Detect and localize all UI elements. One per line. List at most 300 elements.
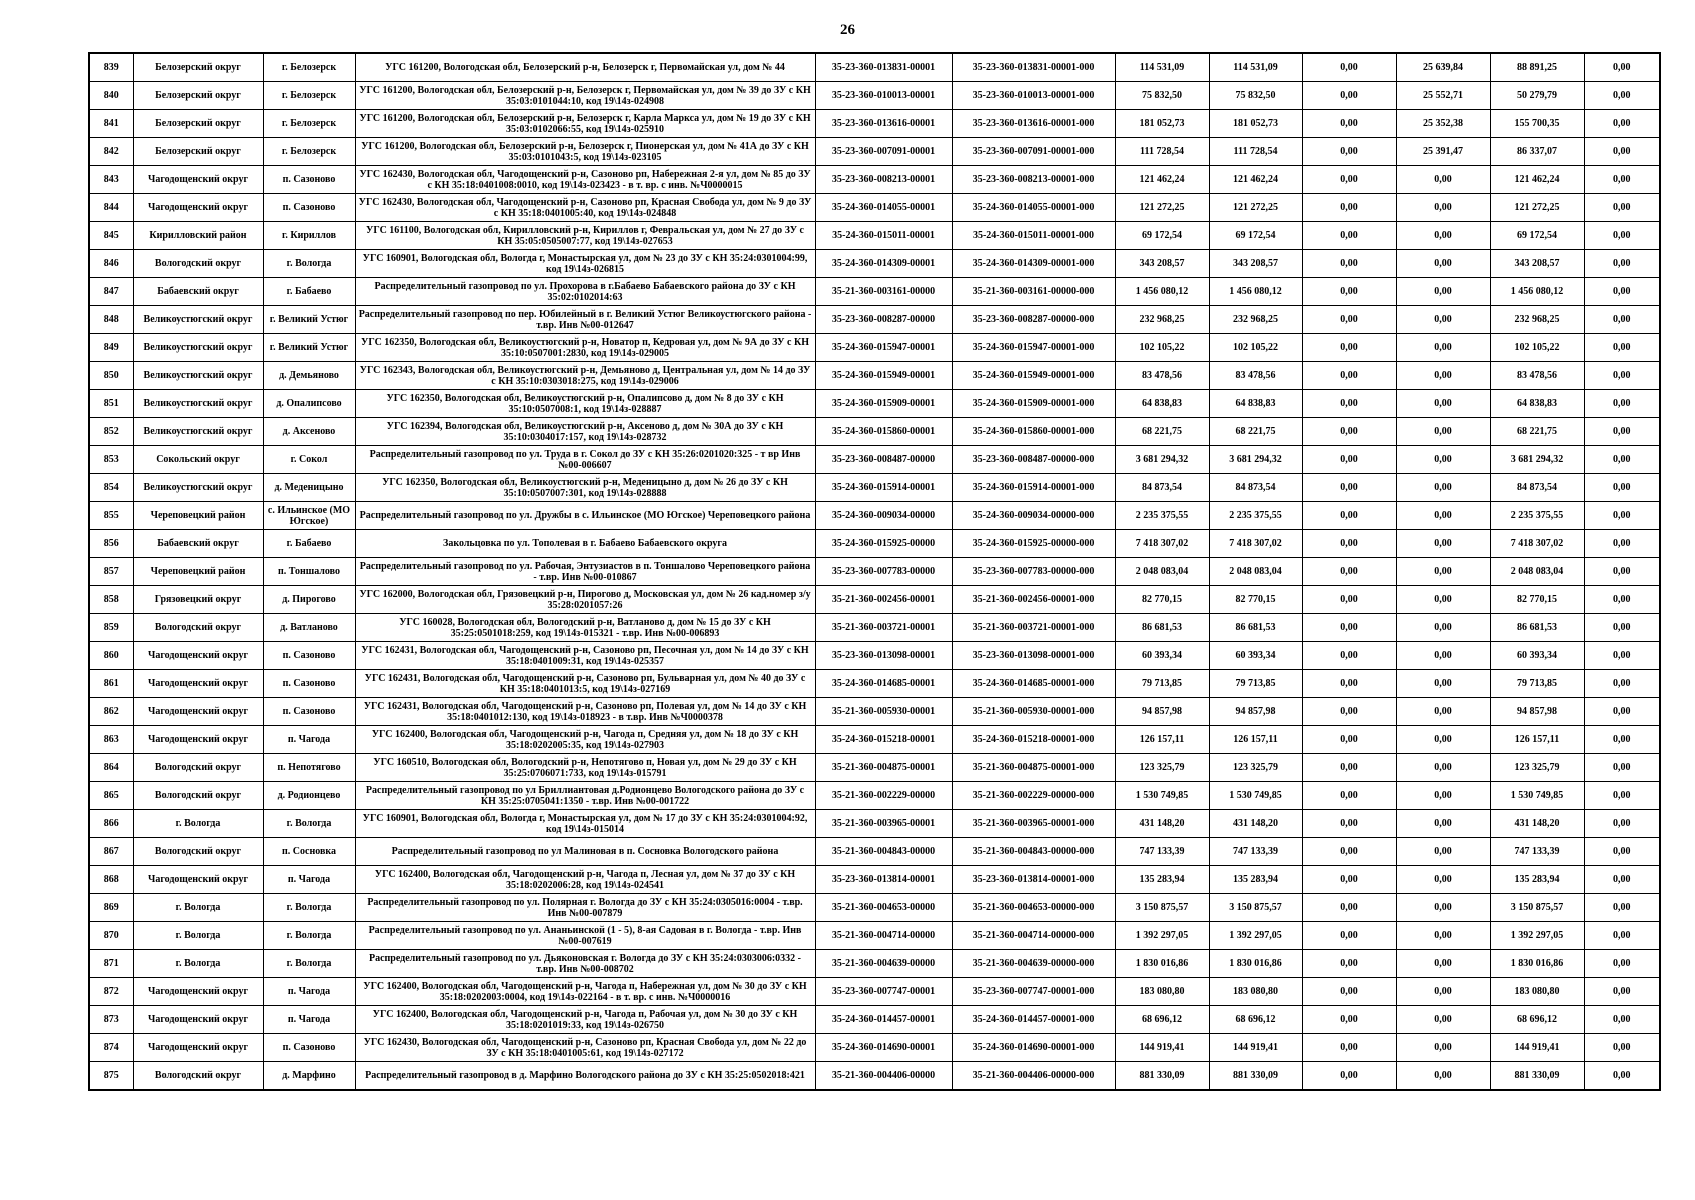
value-4-cell: 0,00 [1396,390,1490,418]
inventory-code-cell: 35-23-360-013814-00001-000 [952,866,1115,894]
value-5-cell: 3 150 875,57 [1490,894,1584,922]
inventory-code-cell: 35-24-360-015947-00001-000 [952,334,1115,362]
value-4-cell: 0,00 [1396,922,1490,950]
value-5-cell: 83 478,56 [1490,362,1584,390]
table-row [89,334,1660,362]
value-5-cell: 123 325,79 [1490,754,1584,782]
inventory-code-cell: 35-23-360-008213-00001-000 [952,166,1115,194]
description-cell: УГС 162400, Вологодская обл, Чагодощенский р-н, Чагода п, Средняя ул, дом № 18 до ЗУ с КН 35:18:0202005:35, код 19\14з-027903 [355,726,815,754]
value-2-cell: 75 832,50 [1209,82,1302,110]
value-4-cell: 0,00 [1396,194,1490,222]
object-code-cell: 35-24-360-014690-00001 [815,1034,952,1062]
table-row [89,754,1660,782]
value-2-cell: 114 531,09 [1209,53,1302,82]
locality-cell: д. Меденицыно [263,474,355,502]
object-code-cell: 35-24-360-015011-00001 [815,222,952,250]
value-3-cell: 0,00 [1302,558,1396,586]
value-4-cell: 0,00 [1396,1006,1490,1034]
locality-cell: д. Родионцево [263,782,355,810]
row-number: 858 [89,586,133,614]
inventory-code-cell: 35-23-360-008287-00000-000 [952,306,1115,334]
description-cell: УГС 161200, Вологодская обл, Белозерский р-н, Белозерск г, Карла Маркса ул, дом № 19 до ЗУ с КН 35:03:0102066:55, код 19\14з-025910 [355,110,815,138]
description-cell: УГС 162400, Вологодская обл, Чагодощенский р-н, Чагода п, Лесная ул, дом № 37 до ЗУ с КН 35:18:0202006:28, код 19\14з-024541 [355,866,815,894]
value-6-cell: 0,00 [1584,866,1660,894]
inventory-code-cell: 35-21-360-005930-00001-000 [952,698,1115,726]
value-3-cell: 0,00 [1302,166,1396,194]
value-6-cell: 0,00 [1584,950,1660,978]
district-cell: Чагодощенский округ [133,1006,263,1034]
value-4-cell: 0,00 [1396,558,1490,586]
value-3-cell: 0,00 [1302,614,1396,642]
description-cell: УГС 162430, Вологодская обл, Чагодощенский р-н, Сазоново рп, Набережная 2-я ул, дом № 85 до ЗУ с КН 35:18:0401008:0010, код 19\14з-023423 - в т. вр. с инв. №Ч0000015 [355,166,815,194]
value-6-cell: 0,00 [1584,418,1660,446]
value-4-cell: 0,00 [1396,362,1490,390]
value-2-cell: 79 713,85 [1209,670,1302,698]
row-number: 846 [89,250,133,278]
value-5-cell: 86 337,07 [1490,138,1584,166]
value-4-cell: 0,00 [1396,474,1490,502]
description-cell: УГС 162430, Вологодская обл, Чагодощенский р-н, Сазоново рп, Красная Свобода ул, дом № 9 до ЗУ с КН 35:18:0401005:40, код 19\14з-024848 [355,194,815,222]
locality-cell: г. Вологда [263,810,355,838]
value-1-cell: 343 208,57 [1115,250,1209,278]
value-3-cell: 0,00 [1302,810,1396,838]
value-6-cell: 0,00 [1584,922,1660,950]
value-3-cell: 0,00 [1302,194,1396,222]
value-5-cell: 881 330,09 [1490,1062,1584,1091]
value-1-cell: 68 696,12 [1115,1006,1209,1034]
inventory-code-cell: 35-23-360-008487-00000-000 [952,446,1115,474]
value-3-cell: 0,00 [1302,530,1396,558]
table-row [89,194,1660,222]
value-5-cell: 50 279,79 [1490,82,1584,110]
inventory-code-cell: 35-21-360-002229-00000-000 [952,782,1115,810]
inventory-code-cell: 35-23-360-007747-00001-000 [952,978,1115,1006]
value-5-cell: 88 891,25 [1490,53,1584,82]
value-6-cell: 0,00 [1584,1062,1660,1091]
value-4-cell: 0,00 [1396,1034,1490,1062]
district-cell: Чагодощенский округ [133,1034,263,1062]
locality-cell: п. Сазоново [263,642,355,670]
inventory-code-cell: 35-24-360-015860-00001-000 [952,418,1115,446]
table-row [89,642,1660,670]
object-code-cell: 35-21-360-004639-00000 [815,950,952,978]
value-2-cell: 60 393,34 [1209,642,1302,670]
row-number: 869 [89,894,133,922]
row-number: 839 [89,53,133,82]
inventory-code-cell: 35-24-360-015218-00001-000 [952,726,1115,754]
description-cell: УГС 162431, Вологодская обл, Чагодощенский р-н, Сазоново рп, Песочная ул, дом № 14 до ЗУ с КН 35:18:0401009:31, код 19\14з-025357 [355,642,815,670]
value-1-cell: 86 681,53 [1115,614,1209,642]
locality-cell: п. Чагода [263,726,355,754]
value-5-cell: 3 681 294,32 [1490,446,1584,474]
district-cell: Вологодский округ [133,754,263,782]
inventory-code-cell: 35-23-360-013831-00001-000 [952,53,1115,82]
district-cell: Великоустюгский округ [133,474,263,502]
table-row [89,474,1660,502]
object-code-cell: 35-21-360-002456-00001 [815,586,952,614]
value-3-cell: 0,00 [1302,53,1396,82]
district-cell: Бабаевский округ [133,530,263,558]
value-3-cell: 0,00 [1302,446,1396,474]
district-cell: Вологодский округ [133,782,263,810]
inventory-code-cell: 35-24-360-014055-00001-000 [952,194,1115,222]
value-3-cell: 0,00 [1302,866,1396,894]
value-2-cell: 83 478,56 [1209,362,1302,390]
object-code-cell: 35-24-360-015914-00001 [815,474,952,502]
value-4-cell: 25 391,47 [1396,138,1490,166]
value-6-cell: 0,00 [1584,1006,1660,1034]
value-3-cell: 0,00 [1302,278,1396,306]
description-cell: УГС 162000, Вологодская обл, Грязовецкий р-н, Пирогово д, Московская ул, дом № 26 кад.номер з/у 35:28:0201057:26 [355,586,815,614]
value-2-cell: 111 728,54 [1209,138,1302,166]
value-1-cell: 1 530 749,85 [1115,782,1209,810]
value-2-cell: 1 830 016,86 [1209,950,1302,978]
value-2-cell: 69 172,54 [1209,222,1302,250]
table-row [89,866,1660,894]
value-5-cell: 183 080,80 [1490,978,1584,1006]
row-number: 852 [89,418,133,446]
row-number: 861 [89,670,133,698]
row-number: 854 [89,474,133,502]
locality-cell: п. Чагода [263,978,355,1006]
value-5-cell: 84 873,54 [1490,474,1584,502]
locality-cell: п. Чагода [263,866,355,894]
description-cell: УГС 162431, Вологодская обл, Чагодощенский р-н, Сазоново рп, Полевая ул, дом № 14 до ЗУ с КН 35:18:0401012:130, код 19\14з-018923 - в т.вр. Инв №Ч0000378 [355,698,815,726]
row-number: 865 [89,782,133,810]
value-1-cell: 60 393,34 [1115,642,1209,670]
value-3-cell: 0,00 [1302,670,1396,698]
row-number: 842 [89,138,133,166]
district-cell: Череповецкий район [133,502,263,530]
table-row [89,950,1660,978]
value-6-cell: 0,00 [1584,390,1660,418]
value-2-cell: 1 456 080,12 [1209,278,1302,306]
value-1-cell: 94 857,98 [1115,698,1209,726]
value-4-cell: 0,00 [1396,530,1490,558]
row-number: 872 [89,978,133,1006]
description-cell: Распределительный газопровод в д. Марфино Вологодского района до ЗУ с КН 35:25:0502018:421 [355,1062,815,1091]
row-number: 866 [89,810,133,838]
row-number: 855 [89,502,133,530]
value-6-cell: 0,00 [1584,278,1660,306]
value-6-cell: 0,00 [1584,894,1660,922]
value-6-cell: 0,00 [1584,782,1660,810]
object-code-cell: 35-23-360-008487-00000 [815,446,952,474]
value-1-cell: 1 456 080,12 [1115,278,1209,306]
value-6-cell: 0,00 [1584,978,1660,1006]
value-5-cell: 79 713,85 [1490,670,1584,698]
locality-cell: г. Бабаево [263,278,355,306]
value-5-cell: 232 968,25 [1490,306,1584,334]
table-row [89,1062,1660,1091]
locality-cell: г. Белозерск [263,138,355,166]
table-row [89,222,1660,250]
value-6-cell: 0,00 [1584,558,1660,586]
value-3-cell: 0,00 [1302,950,1396,978]
value-3-cell: 0,00 [1302,1006,1396,1034]
value-3-cell: 0,00 [1302,110,1396,138]
description-cell: УГС 162394, Вологодская обл, Великоустюгский р-н, Аксеново д, дом № 30А до ЗУ с КН 35:10:0304017:157, код 19\14з-028732 [355,418,815,446]
row-number: 864 [89,754,133,782]
value-2-cell: 343 208,57 [1209,250,1302,278]
value-5-cell: 144 919,41 [1490,1034,1584,1062]
table-row [89,53,1660,82]
district-cell: Белозерский округ [133,53,263,82]
value-1-cell: 181 052,73 [1115,110,1209,138]
value-6-cell: 0,00 [1584,726,1660,754]
district-cell: Великоустюгский округ [133,418,263,446]
value-5-cell: 94 857,98 [1490,698,1584,726]
row-number: 849 [89,334,133,362]
value-4-cell: 0,00 [1396,838,1490,866]
value-3-cell: 0,00 [1302,502,1396,530]
district-cell: Чагодощенский округ [133,698,263,726]
table-row [89,82,1660,110]
value-4-cell: 0,00 [1396,726,1490,754]
value-3-cell: 0,00 [1302,922,1396,950]
row-number: 863 [89,726,133,754]
value-2-cell: 181 052,73 [1209,110,1302,138]
district-cell: Вологодский округ [133,838,263,866]
inventory-code-cell: 35-21-360-003965-00001-000 [952,810,1115,838]
locality-cell: г. Белозерск [263,110,355,138]
value-6-cell: 0,00 [1584,530,1660,558]
table-row [89,138,1660,166]
district-cell: Великоустюгский округ [133,362,263,390]
value-4-cell: 0,00 [1396,642,1490,670]
object-code-cell: 35-21-360-003161-00000 [815,278,952,306]
inventory-code-cell: 35-21-360-003721-00001-000 [952,614,1115,642]
object-code-cell: 35-23-360-007091-00001 [815,138,952,166]
value-4-cell: 0,00 [1396,614,1490,642]
value-5-cell: 68 696,12 [1490,1006,1584,1034]
inventory-code-cell: 35-23-360-013098-00001-000 [952,642,1115,670]
locality-cell: г. Сокол [263,446,355,474]
table-row [89,726,1660,754]
description-cell: Распределительный газопровод по ул. Ананьинской (1 - 5), 8-ая Садовая в г. Вологда - т.вр. Инв №00-007619 [355,922,815,950]
locality-cell: г. Вологда [263,950,355,978]
table-row [89,362,1660,390]
value-3-cell: 0,00 [1302,1062,1396,1091]
value-3-cell: 0,00 [1302,586,1396,614]
description-cell: Распределительный газопровод по ул. Полярная г. Вологда до ЗУ с КН 35:24:0305016:0004 - т.вр. Инв №00-007879 [355,894,815,922]
district-cell: Чагодощенский округ [133,642,263,670]
value-5-cell: 135 283,94 [1490,866,1584,894]
value-1-cell: 79 713,85 [1115,670,1209,698]
description-cell: УГС 160901, Вологодская обл, Вологда г, Монастырская ул, дом № 17 до ЗУ с КН 35:24:0301004:92, код 19\14з-015014 [355,810,815,838]
object-code-cell: 35-21-360-004843-00000 [815,838,952,866]
value-6-cell: 0,00 [1584,614,1660,642]
inventory-code-cell: 35-23-360-007091-00001-000 [952,138,1115,166]
object-code-cell: 35-21-360-002229-00000 [815,782,952,810]
row-number: 859 [89,614,133,642]
value-1-cell: 64 838,83 [1115,390,1209,418]
description-cell: УГС 162400, Вологодская обл, Чагодощенский р-н, Чагода п, Набережная ул, дом № 30 до ЗУ с КН 35:18:0202003:0004, код 19\14з-022164 - в т. вр. с инв. №Ч0000016 [355,978,815,1006]
description-cell: УГС 162350, Вологодская обл, Великоустюгский р-н, Новатор п, Кедровая ул, дом № 9А до ЗУ с КН 35:10:0507001:2830, код 19\14з-029005 [355,334,815,362]
district-cell: Чагодощенский округ [133,670,263,698]
value-6-cell: 0,00 [1584,586,1660,614]
value-5-cell: 7 418 307,02 [1490,530,1584,558]
value-1-cell: 881 330,09 [1115,1062,1209,1091]
object-code-cell: 35-24-360-015925-00000 [815,530,952,558]
locality-cell: п. Сазоново [263,194,355,222]
value-3-cell: 0,00 [1302,362,1396,390]
value-2-cell: 2 048 083,04 [1209,558,1302,586]
inventory-code-cell: 35-21-360-004406-00000-000 [952,1062,1115,1091]
value-1-cell: 232 968,25 [1115,306,1209,334]
description-cell: УГС 160901, Вологодская обл, Вологда г, Монастырская ул, дом № 23 до ЗУ с КН 35:24:0301004:99, код 19\14з-026815 [355,250,815,278]
description-cell: Распределительный газопровод по ул. Прохорова в г.Бабаево Бабаевского района до ЗУ с КН 35:02:0102014:63 [355,278,815,306]
row-number: 857 [89,558,133,586]
description-cell: УГС 162430, Вологодская обл, Чагодощенский р-н, Сазоново рп, Красная Свобода ул, дом № 22 до ЗУ с КН 35:18:0401005:61, код 19\14з-027172 [355,1034,815,1062]
value-1-cell: 144 919,41 [1115,1034,1209,1062]
row-number: 874 [89,1034,133,1062]
locality-cell: д. Ватланово [263,614,355,642]
row-number: 844 [89,194,133,222]
value-1-cell: 3 681 294,32 [1115,446,1209,474]
value-6-cell: 0,00 [1584,502,1660,530]
page-number: 26 [840,22,855,38]
value-4-cell: 0,00 [1396,446,1490,474]
district-cell: Чагодощенский округ [133,194,263,222]
description-cell: Распределительный газопровод по ул. Труда в г. Сокол до ЗУ с КН 35:26:0201020:325 - т вр Инв №00-006607 [355,446,815,474]
data-table [88,52,1661,1091]
district-cell: Чагодощенский округ [133,166,263,194]
object-code-cell: 35-24-360-014685-00001 [815,670,952,698]
table-row [89,698,1660,726]
table-row [89,614,1660,642]
value-1-cell: 121 462,24 [1115,166,1209,194]
table-row [89,1034,1660,1062]
district-cell: Вологодский округ [133,614,263,642]
value-2-cell: 64 838,83 [1209,390,1302,418]
value-6-cell: 0,00 [1584,166,1660,194]
value-1-cell: 69 172,54 [1115,222,1209,250]
description-cell: УГС 160028, Вологодская обл, Вологодский р-н, Ватланово д, дом № 15 до ЗУ с КН 35:25:0501018:259, код 19\14з-015321 - т.вр. Инв №00-006893 [355,614,815,642]
value-1-cell: 431 148,20 [1115,810,1209,838]
inventory-code-cell: 35-21-360-004639-00000-000 [952,950,1115,978]
district-cell: Вологодский округ [133,1062,263,1091]
locality-cell: г. Вологда [263,250,355,278]
row-number: 867 [89,838,133,866]
value-1-cell: 2 235 375,55 [1115,502,1209,530]
value-4-cell: 0,00 [1396,166,1490,194]
object-code-cell: 35-23-360-007747-00001 [815,978,952,1006]
description-cell: Распределительный газопровод по ул Малиновая в п. Сосновка Вологодского района [355,838,815,866]
value-6-cell: 0,00 [1584,110,1660,138]
district-cell: Чагодощенский округ [133,866,263,894]
table-row [89,530,1660,558]
value-6-cell: 0,00 [1584,222,1660,250]
object-code-cell: 35-21-360-005930-00001 [815,698,952,726]
row-number: 860 [89,642,133,670]
object-code-cell: 35-23-360-013831-00001 [815,53,952,82]
description-cell: УГС 162400, Вологодская обл, Чагодощенский р-н, Чагода п, Рабочая ул, дом № 30 до ЗУ с КН 35:18:0201019:33, код 19\14з-026750 [355,1006,815,1034]
object-code-cell: 35-24-360-014309-00001 [815,250,952,278]
table-row [89,502,1660,530]
value-5-cell: 121 462,24 [1490,166,1584,194]
description-cell: УГС 161200, Вологодская обл, Белозерский р-н, Белозерск г, Первомайская ул, дом № 39 до ЗУ с КН 35:03:0101044:10, код 19\14з-024908 [355,82,815,110]
value-3-cell: 0,00 [1302,698,1396,726]
inventory-code-cell: 35-23-360-010013-00001-000 [952,82,1115,110]
table-row [89,558,1660,586]
district-cell: Кирилловский район [133,222,263,250]
value-1-cell: 3 150 875,57 [1115,894,1209,922]
row-number: 840 [89,82,133,110]
district-cell: Сокольский округ [133,446,263,474]
value-2-cell: 86 681,53 [1209,614,1302,642]
inventory-code-cell: 35-21-360-004875-00001-000 [952,754,1115,782]
value-4-cell: 0,00 [1396,586,1490,614]
value-5-cell: 121 272,25 [1490,194,1584,222]
value-4-cell: 0,00 [1396,418,1490,446]
value-4-cell: 0,00 [1396,754,1490,782]
object-code-cell: 35-23-360-013814-00001 [815,866,952,894]
inventory-code-cell: 35-21-360-004843-00000-000 [952,838,1115,866]
locality-cell: п. Тоншалово [263,558,355,586]
value-5-cell: 68 221,75 [1490,418,1584,446]
object-code-cell: 35-24-360-015218-00001 [815,726,952,754]
value-4-cell: 0,00 [1396,222,1490,250]
value-4-cell: 0,00 [1396,670,1490,698]
value-4-cell: 0,00 [1396,250,1490,278]
district-cell: Белозерский округ [133,138,263,166]
value-3-cell: 0,00 [1302,474,1396,502]
value-1-cell: 102 105,22 [1115,334,1209,362]
value-4-cell: 0,00 [1396,950,1490,978]
locality-cell: д. Демьяново [263,362,355,390]
description-cell: УГС 162350, Вологодская обл, Великоустюгский р-н, Меденицыно д, дом № 26 до ЗУ с КН 35:10:0507007:301, код 19\14з-028888 [355,474,815,502]
description-cell: Распределительный газопровод по пер. Юбилейный в г. Великий Устюг Великоустюгского района - т.вр. Инв №00-012647 [355,306,815,334]
table-row [89,782,1660,810]
row-number: 845 [89,222,133,250]
description-cell: Распределительный газопровод по ул. Дьяконовская г. Вологда до ЗУ с КН 35:24:0303006:0332 - т.вр. Инв №00-008702 [355,950,815,978]
value-2-cell: 121 462,24 [1209,166,1302,194]
value-4-cell: 0,00 [1396,1062,1490,1091]
value-5-cell: 2 048 083,04 [1490,558,1584,586]
value-2-cell: 82 770,15 [1209,586,1302,614]
row-number: 856 [89,530,133,558]
value-3-cell: 0,00 [1302,894,1396,922]
object-code-cell: 35-24-360-014457-00001 [815,1006,952,1034]
object-code-cell: 35-21-360-004653-00000 [815,894,952,922]
value-2-cell: 84 873,54 [1209,474,1302,502]
description-cell: УГС 162343, Вологодская обл, Великоустюгский р-н, Демьяново д, Центральная ул, дом № 14 до ЗУ с КН 35:10:0303018:275, код 19\14з-029006 [355,362,815,390]
inventory-code-cell: 35-24-360-009034-00000-000 [952,502,1115,530]
locality-cell: г. Кириллов [263,222,355,250]
object-code-cell: 35-23-360-010013-00001 [815,82,952,110]
locality-cell: п. Сазоново [263,1034,355,1062]
value-1-cell: 126 157,11 [1115,726,1209,754]
value-5-cell: 1 392 297,05 [1490,922,1584,950]
value-6-cell: 0,00 [1584,306,1660,334]
locality-cell: г. Великий Устюг [263,306,355,334]
value-2-cell: 232 968,25 [1209,306,1302,334]
district-cell: Череповецкий район [133,558,263,586]
object-code-cell: 35-23-360-013098-00001 [815,642,952,670]
inventory-code-cell: 35-24-360-014690-00001-000 [952,1034,1115,1062]
inventory-code-cell: 35-24-360-015925-00000-000 [952,530,1115,558]
value-3-cell: 0,00 [1302,334,1396,362]
value-1-cell: 123 325,79 [1115,754,1209,782]
value-6-cell: 0,00 [1584,53,1660,82]
value-6-cell: 0,00 [1584,194,1660,222]
value-1-cell: 82 770,15 [1115,586,1209,614]
table-body [89,53,1660,1090]
value-3-cell: 0,00 [1302,82,1396,110]
value-1-cell: 84 873,54 [1115,474,1209,502]
row-number: 870 [89,922,133,950]
